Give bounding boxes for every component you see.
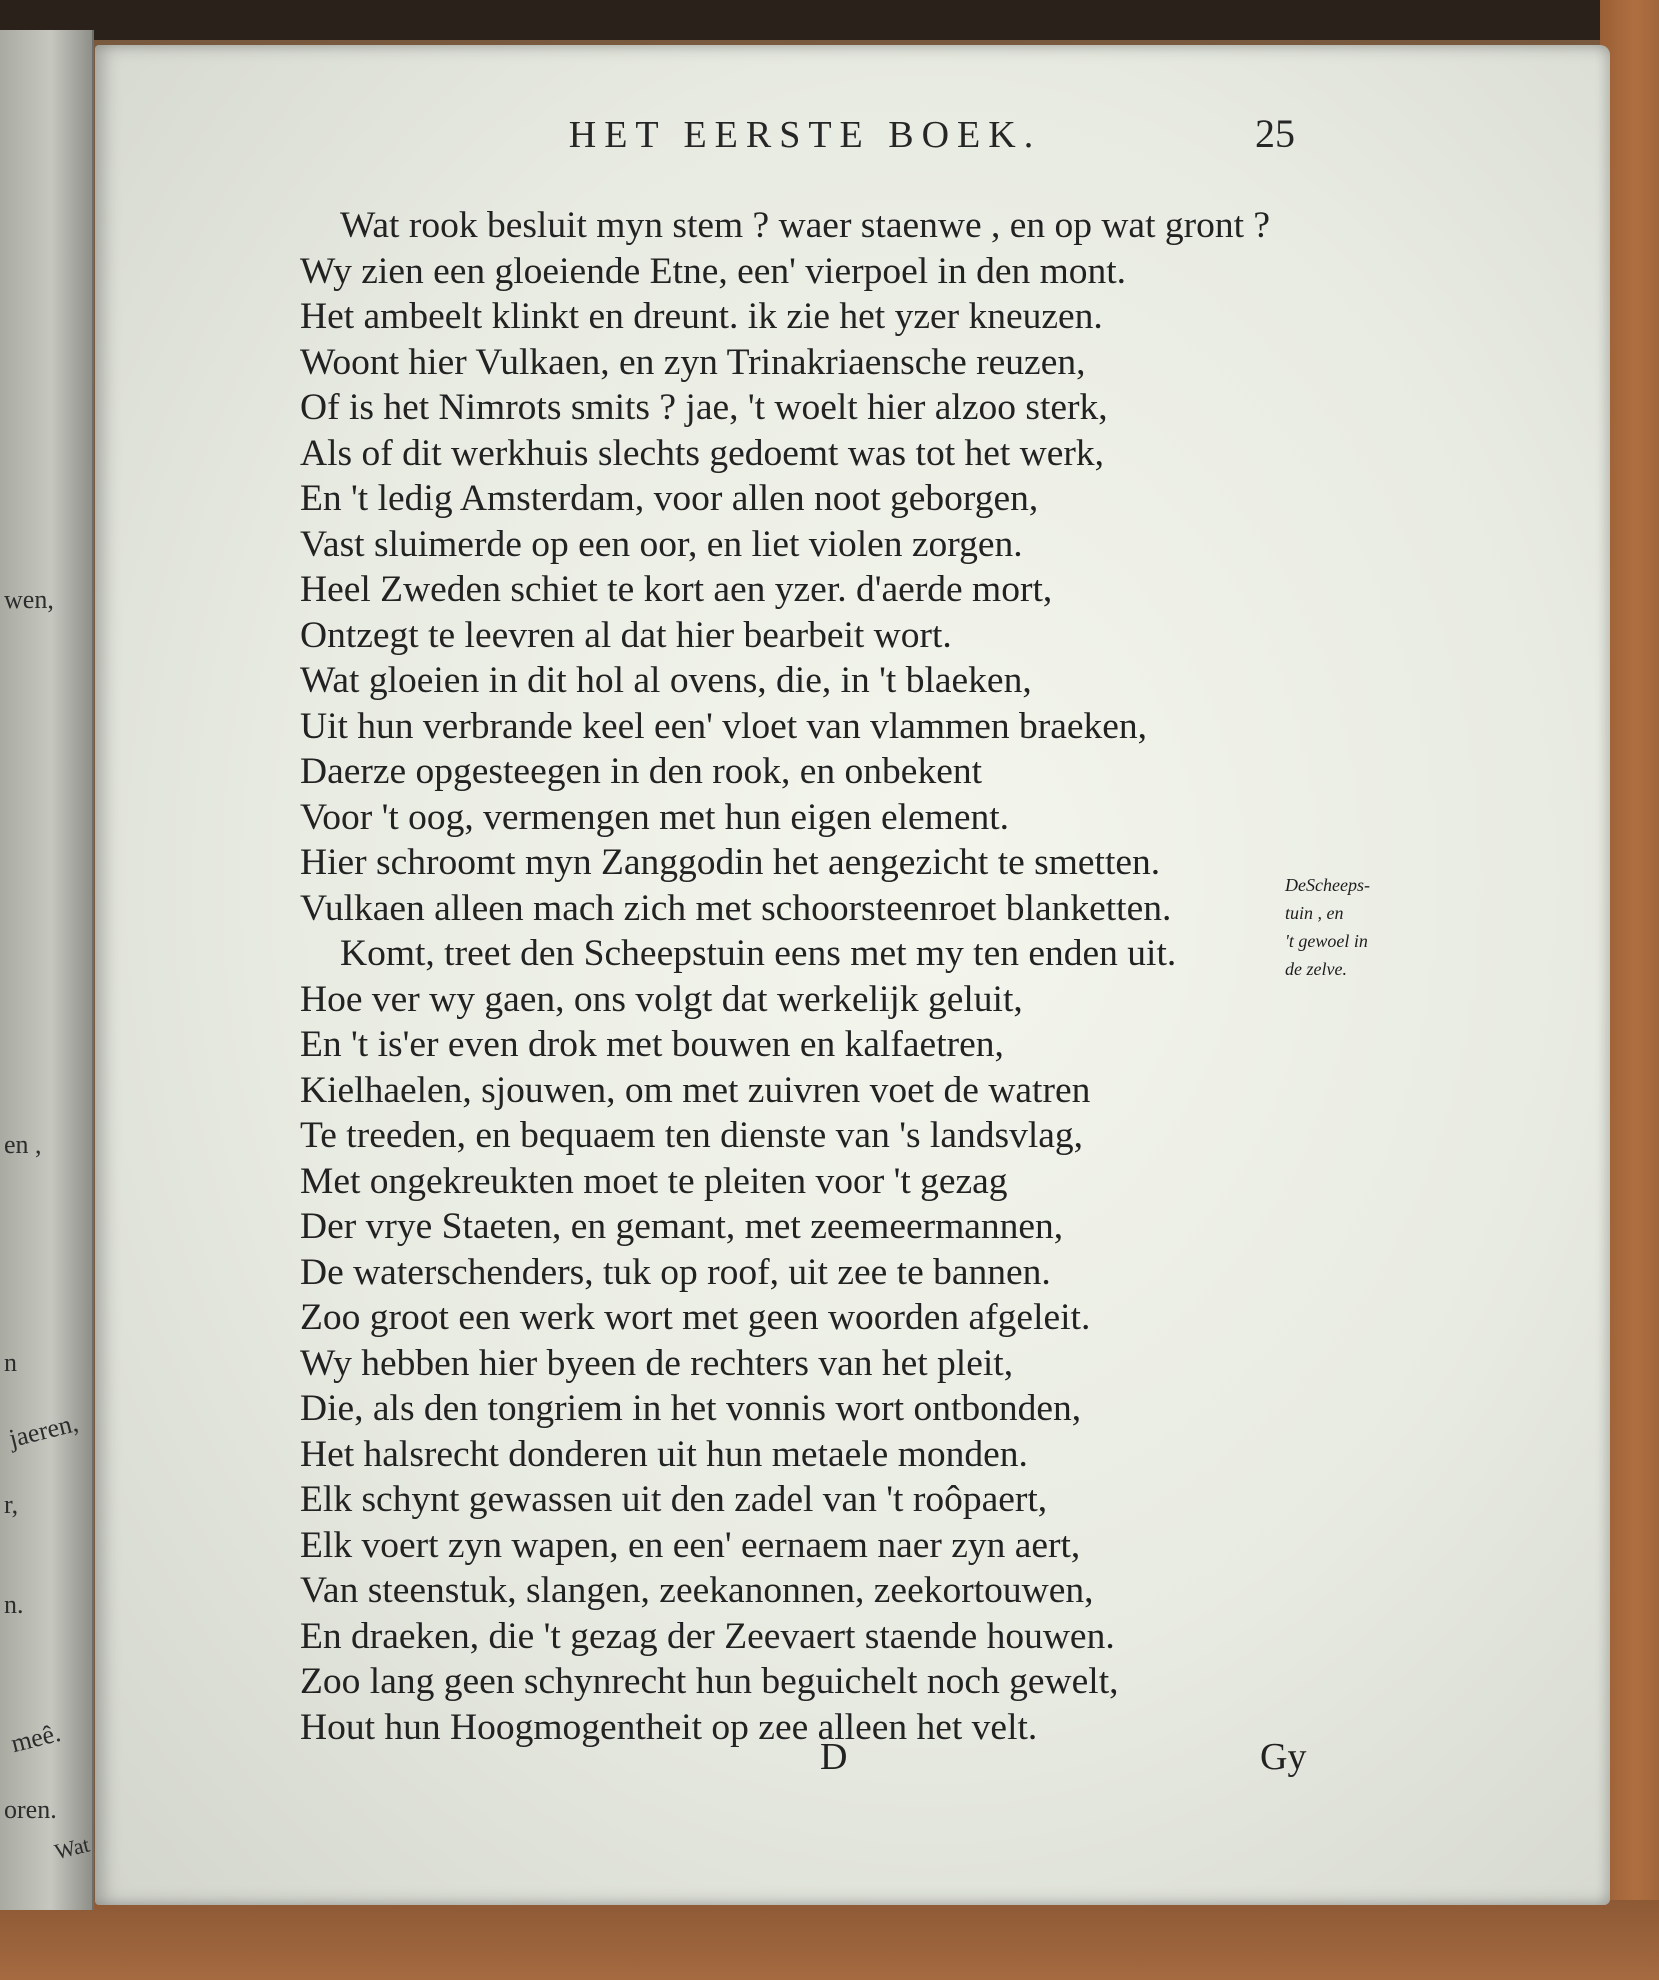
left-page-fragment: Wat	[52, 1831, 92, 1865]
verse-line: En 't is'er even drok met bouwen en kalfaetren,	[300, 1024, 1004, 1065]
verse-line: Heel Zweden schiet te kort aen yzer. d'aerde mort,	[300, 569, 1053, 610]
verse-line: En 't ledig Amsterdam, voor allen noot geborgen,	[300, 478, 1039, 519]
verse-line: Zoo lang geen schynrecht hun beguichelt noch gewelt,	[300, 1661, 1119, 1702]
verse-line: Hout hun Hoogmogentheit op zee alleen het velt.	[300, 1706, 1038, 1748]
verse-line: Hier schroomt myn Zanggodin het aengezicht te smetten.	[300, 842, 1161, 883]
signature-mark: D	[820, 1736, 848, 1778]
running-head: HET EERSTE BOEK.	[568, 114, 1042, 156]
margin-note-line: tuin , en	[1285, 903, 1344, 923]
margin-note-line: de zelve.	[1285, 959, 1347, 979]
verse-line: Zoo groot een werk wort met geen woorden afgeleit.	[300, 1297, 1091, 1338]
verse-line: Of is het Nimrots smits ? jae, 't woelt hier alzoo sterk,	[300, 387, 1108, 428]
verse-line: En draeken, die 't gezag der Zeevaert staende houwen.	[300, 1615, 1115, 1657]
background-top	[0, 0, 1659, 40]
verse-line: Elk schynt gewassen uit den zadel van 't roôpaert,	[300, 1479, 1048, 1520]
verse-line: Het ambeelt klinkt en dreunt. ik zie het yzer kneuzen.	[300, 296, 1103, 337]
book-cover-bottom	[0, 1900, 1659, 1980]
poem-text	[300, 203, 1385, 1750]
page-number: 25	[1255, 111, 1295, 156]
verse-line: Te treeden, en bequaem ten dienste van 's landsvlag,	[300, 1115, 1084, 1156]
margin-note	[1285, 871, 1420, 983]
verse-line: Der vrye Staeten, en gemant, met zeemeermannen,	[300, 1206, 1064, 1247]
verse-line: Wy zien een gloeiende Etne, een' vierpoel in den mont.	[300, 250, 1127, 292]
verse-line: Ontzegt te leevren al dat hier bearbeit wort.	[300, 614, 952, 656]
verse-line: Daerze opgesteegen in den rook, en onbekent	[300, 751, 983, 792]
verse-line: Van steenstuk, slangen, zeekanonnen, zeekortouwen,	[300, 1570, 1094, 1611]
left-page-fragment: meê.	[8, 1717, 64, 1759]
verse-line: Elk voert zyn wapen, en een' eernaem naer zyn aert,	[300, 1524, 1081, 1566]
verse-line: Wat rook besluit myn stem ? waer staenwe , en op wat gront ?	[340, 205, 1271, 246]
verse-line: Komt, treet den Scheepstuin eens met my ten enden uit.	[340, 933, 1177, 974]
left-page-fragment: n.	[4, 1590, 24, 1619]
verse-line: Woont hier Vulkaen, en zyn Trinakriaensche reuzen,	[300, 341, 1086, 383]
verse-line: Het halsrecht donderen uit hun metaele monden.	[300, 1433, 1028, 1475]
left-page-fragment: jaeren,	[6, 1408, 81, 1454]
margin-note-line: DeScheeps-	[1285, 875, 1370, 895]
margin-note-line: 't gewoel in	[1285, 931, 1368, 951]
left-page-fragment: r,	[4, 1490, 19, 1519]
verse-line: Met ongekreukten moet te pleiten voor 't gezag	[300, 1160, 1008, 1202]
verse-line: Als of dit werkhuis slechts gedoemt was tot het werk,	[300, 432, 1105, 474]
verse-line: Uit hun verbrande keel een' vloet van vlammen braeken,	[300, 705, 1148, 747]
left-page-fragment: oren.	[4, 1795, 57, 1824]
verse-line: De waterschenders, tuk op roof, uit zee te bannen.	[300, 1251, 1051, 1293]
verse-line: Voor 't oog, vermengen met hun eigen element.	[300, 796, 1010, 838]
verse-line: Hoe ver wy gaen, ons volgt dat werkelijk geluit,	[300, 978, 1023, 1020]
book-page	[95, 45, 1610, 1905]
verse-line: Vast sluimerde op een oor, en liet violen zorgen.	[300, 523, 1023, 565]
verse-line: Kielhaelen, sjouwen, om met zuivren voet de watren	[300, 1069, 1091, 1111]
left-page-fragment: wen,	[4, 585, 54, 614]
left-page-fragment: en ,	[4, 1130, 42, 1159]
left-page	[0, 30, 94, 1910]
left-page-fragment: n	[4, 1348, 17, 1377]
catchword: Gy	[1260, 1736, 1307, 1778]
verse-line: Wat gloeien in dit hol al ovens, die, in 't blaeken,	[300, 660, 1032, 701]
verse-line: Wy hebben hier byeen de rechters van het pleit,	[300, 1342, 1014, 1384]
verse-line: Vulkaen alleen mach zich met schoorsteenroet blanketten.	[300, 887, 1172, 929]
verse-line: Die, als den tongriem in het vonnis wort ontbonden,	[300, 1388, 1082, 1429]
